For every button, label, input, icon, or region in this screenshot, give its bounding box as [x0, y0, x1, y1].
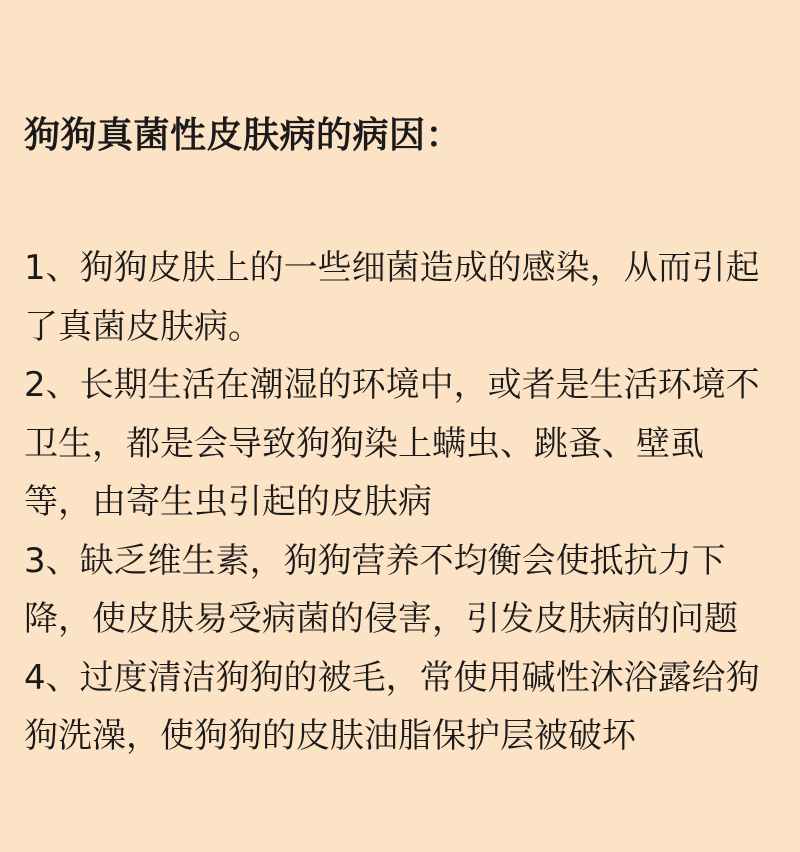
cause-item-3: 3、缺乏维生素，狗狗营养不均衡会使抵抗力下降，使皮肤易受病菌的侵害，引发皮肤病的问题 — [24, 540, 738, 639]
cause-item-4: 4、过度清洁狗狗的被毛，常使用碱性沐浴露给狗狗洗澡，使狗狗的皮肤油脂保护层被破坏 — [24, 657, 760, 756]
cause-item-2: 2、长期生活在潮湿的环境中，或者是生活环境不卫生，都是会导致狗狗染上螨虫、跳蚤、壁虱等，由寄生虫引起的皮肤病 — [24, 365, 760, 522]
document-title: 狗狗真菌性皮肤病的病因： — [24, 115, 463, 156]
cause-item-1: 1、狗狗皮肤上的一些细菌造成的感染，从而引起了真菌皮肤病。 — [24, 248, 760, 347]
cause-list — [24, 239, 770, 766]
